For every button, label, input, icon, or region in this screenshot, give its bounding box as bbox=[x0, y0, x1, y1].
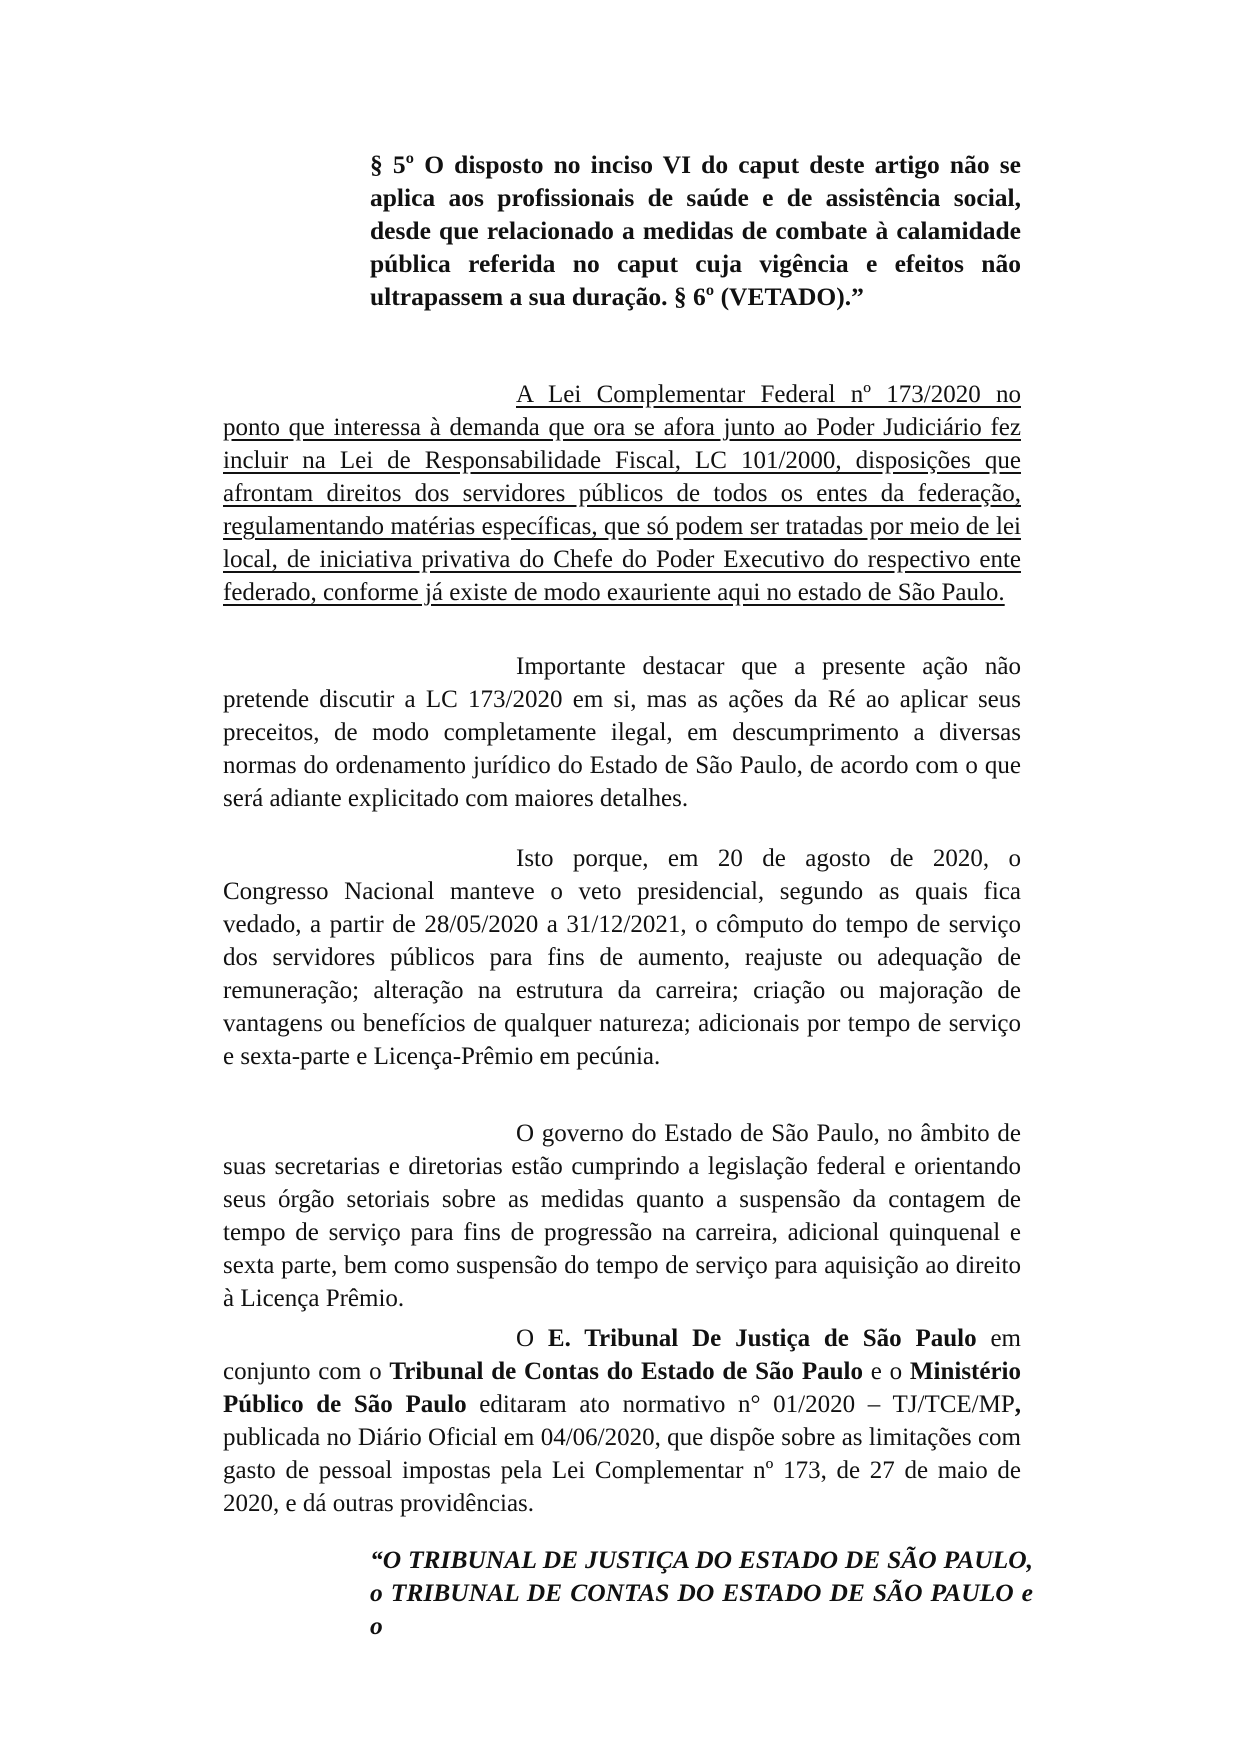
paragraph-text: Importante destacar que a presente ação não pretende discutir a LC 173/2020 em si, mas as ações da Ré ao aplicar seus preceitos, de modo completamente ilegal, em descumprimento a diversas normas do ordenamento jurídico do Estado de São Paulo, de acordo com o que será adiante explicitado com maiores detalhes. bbox=[223, 653, 1021, 812]
bold-entity: Tribunal de Contas do Estado de São Paulo bbox=[389, 1358, 863, 1385]
underlined-text: A Lei Complementar Federal nº 173/2020 no ponto que interessa à demanda que ora se afora junto ao Poder Judiciário fez incluir na Lei de Responsabilidade Fiscal, LC 101/2000, disposições que afrontam direitos dos servidores públicos de todos os entes da federação, regulamentando matérias específicas, que só podem ser tratadas por meio de lei local, de iniciativa privativa do Chefe do Poder Executivo do respectivo ente federado, conforme já existe de modo exauriente aqui no estado de São Paulo. bbox=[223, 381, 1021, 606]
bold-entity: Ministério Público de São Paulo bbox=[223, 1358, 1022, 1418]
bold-entity: E. Tribunal De Justiça de São Paulo bbox=[547, 1325, 977, 1352]
paragraph-isto-porque bbox=[223, 842, 1021, 1073]
paragraph-governo bbox=[223, 1117, 1021, 1315]
paragraph-importante bbox=[223, 650, 1021, 815]
paragraph-lc-173 bbox=[223, 378, 1021, 609]
legal-quote-paragraph: § 5º O disposto no inciso VI do caput deste artigo não se aplica aos profissionais de saúde e de assistência social, desde que relacionado a medidas de combate à calamidade pública referida no caput cuja vigência e efeitos não ultrapassem a sua duração. § 6º (VETADO).” bbox=[370, 150, 1021, 311]
paragraph-text: Isto porque, em 20 de agosto de 2020, o Congresso Nacional manteve o veto presidencial, segundo as quais fica vedado, a partir de 28/05/2020 a 31/12/2021, o cômputo do tempo de serviço dos servidores públicos para fins de aumento, reajuste ou adequação de remuneração; alteração na estrutura da carreira; criação ou majoração de vantagens ou benefícios de qualquer natureza; adicionais por tempo de serviço e sexta-parte e Licença-Prêmio em pecúnia. bbox=[223, 845, 1021, 1070]
paragraph-tribunal bbox=[223, 1322, 1021, 1520]
closing-italic-quote: “O TRIBUNAL DE JUSTIÇA DO ESTADO DE SÃO PAULO, o TRIBUNAL DE CONTAS DO ESTADO DE SÃO PAULO e o bbox=[370, 1545, 1033, 1640]
paragraph-text: O E. Tribunal De Justiça de São Paulo em conjunto com o Tribunal de Contas do Estado de São Paulo e o Ministério Público de São Paulo editaram ato normativo n° 01/2020 – TJ/TCE/MP, publicada no Diário Oficial em 04/06/2020, que dispõe sobre as limitações com gasto de pessoal impostas pela Lei Complementar nº 173, de 27 de maio de 2020, e dá outras providências. bbox=[223, 1325, 1022, 1517]
paragraph-text: O governo do Estado de São Paulo, no âmbito de suas secretarias e diretorias estão cumprindo a legislação federal e orientando seus órgão setoriais sobre as medidas quanto a suspensão da contagem de tempo de serviço para fins de progressão na carreira, adicional quinquenal e sexta parte, bem como suspensão do tempo de serviço para aquisição ao direito à Licença Prêmio. bbox=[223, 1120, 1021, 1312]
